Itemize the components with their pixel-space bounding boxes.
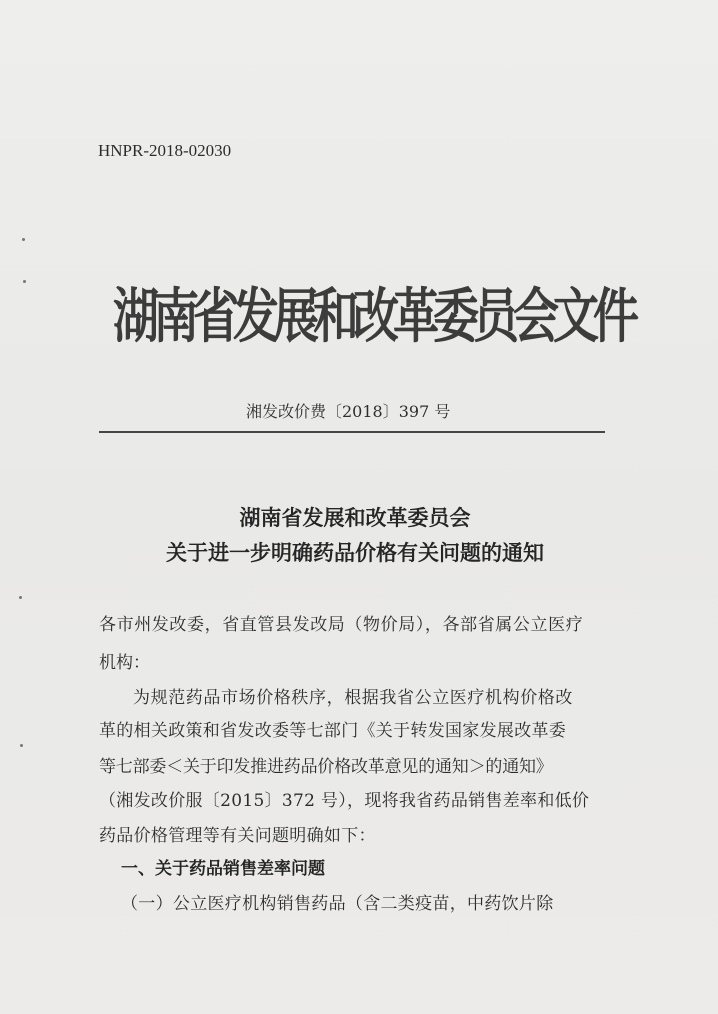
body-paragraph-line: （一）公立医疗机构销售药品（含二类疫苗，中药饮片除	[121, 894, 554, 914]
scan-speck	[23, 280, 26, 283]
document-number: 湘发改价费〔2018〕397 号	[246, 402, 451, 421]
body-paragraph-line: 为规范药品市场价格秩序，根据我省公立医疗机构价格改	[133, 688, 573, 708]
issuing-authority-header: 湖南省发展和改革委员会文件	[113, 281, 633, 351]
addressee-line-continued: 机构：	[99, 653, 150, 673]
document-title-line-2: 关于进一步明确药品价格有关问题的通知	[166, 540, 544, 565]
header-divider	[99, 431, 605, 433]
body-paragraph-line: 药品价格管理等有关问题明确如下：	[99, 826, 376, 846]
section-heading: 一、关于药品销售差率问题	[121, 859, 325, 879]
document-code: HNPR-2018-02030	[98, 141, 232, 160]
scan-speck	[22, 238, 25, 241]
document-title-line-1: 湖南省发展和改革委员会	[239, 505, 471, 530]
body-paragraph-line: （湘发改价服〔2015〕372 号），现将我省药品销售差率和低价	[99, 791, 590, 811]
scan-speck	[19, 596, 22, 599]
body-paragraph-line: 等七部委＜关于印发推进药品价格改革意见的通知＞的通知》	[99, 757, 553, 777]
scan-speck	[20, 744, 23, 747]
addressee-line: 各市州发改委，省直管县发改局（物价局），各部省属公立医疗	[99, 615, 584, 635]
body-paragraph-line: 革的相关政策和省发改委等七部门《关于转发国家发展改革委	[99, 721, 567, 741]
